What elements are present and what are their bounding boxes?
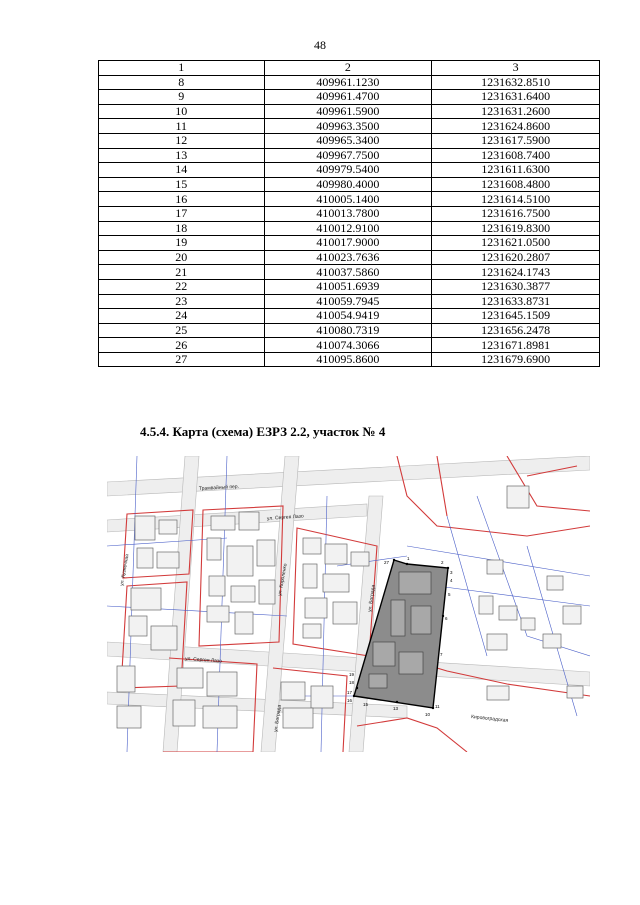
x-coordinate-cell: 410074.3066 (264, 338, 432, 353)
y-coordinate-cell: 1231631.2600 (432, 104, 600, 119)
point-label: 7 (440, 652, 443, 657)
point-number-cell: 18 (99, 221, 265, 236)
point-number-cell: 27 (99, 352, 265, 367)
y-coordinate-cell: 1231632.8510 (432, 75, 600, 90)
table-row (99, 206, 600, 221)
point-label: 17 (347, 690, 353, 695)
point-number-cell: 17 (99, 206, 265, 221)
table-row (99, 119, 600, 134)
point-number-cell: 21 (99, 265, 265, 280)
x-coordinate-cell: 410080.7319 (264, 323, 432, 338)
street-label: Кировоградская (470, 714, 509, 724)
y-coordinate-cell: 1231617.5900 (432, 133, 600, 148)
x-coordinate-cell: 409980.4000 (264, 177, 432, 192)
table-row (99, 265, 600, 280)
point-number-cell: 16 (99, 192, 265, 207)
y-coordinate-cell: 1231631.6400 (432, 90, 600, 105)
table-row (99, 75, 600, 90)
x-coordinate-cell: 409967.7500 (264, 148, 432, 163)
x-coordinate-cell: 409961.1230 (264, 75, 432, 90)
point-label: 6 (445, 616, 448, 621)
x-coordinate-cell: 410013.7800 (264, 206, 432, 221)
y-coordinate-cell: 1231624.1743 (432, 265, 600, 280)
y-coordinate-cell: 1231616.7500 (432, 206, 600, 221)
table-row (99, 133, 600, 148)
x-coordinate-cell: 409961.5900 (264, 104, 432, 119)
point-number-cell: 25 (99, 323, 265, 338)
x-coordinate-cell: 410054.9419 (264, 309, 432, 324)
point-number-cell: 9 (99, 90, 265, 105)
coordinates-table (98, 60, 600, 367)
point-number-cell: 11 (99, 119, 265, 134)
table-row (99, 236, 600, 251)
point-label: 3 (450, 570, 453, 575)
x-coordinate-cell: 410023.7636 (264, 250, 432, 265)
column-header: 2 (264, 61, 432, 76)
x-coordinate-cell: 410095.8600 (264, 352, 432, 367)
street-label: ул. Короленко (277, 563, 289, 597)
point-number-cell: 14 (99, 163, 265, 178)
point-label: 10 (425, 712, 431, 717)
table-row (99, 148, 600, 163)
x-coordinate-cell: 410012.9100 (264, 221, 432, 236)
map-canvas (107, 456, 590, 752)
x-coordinate-cell: 409979.5400 (264, 163, 432, 178)
point-label: 1 (407, 556, 410, 561)
y-coordinate-cell: 1231608.7400 (432, 148, 600, 163)
point-number-cell: 26 (99, 338, 265, 353)
table-row (99, 192, 600, 207)
street-label: Трамвайный пер. (198, 483, 240, 492)
point-number-cell: 12 (99, 133, 265, 148)
point-label: 16 (347, 698, 353, 703)
y-coordinate-cell: 1231645.1509 (432, 309, 600, 324)
y-coordinate-cell: 1231633.8731 (432, 294, 600, 309)
point-number-cell: 22 (99, 279, 265, 294)
section-heading: 4.5.4. Карта (схема) ЕЗРЗ 2.2, участок № 4 (140, 424, 386, 439)
y-coordinate-cell: 1231608.4800 (432, 177, 600, 192)
column-header: 3 (432, 61, 600, 76)
y-coordinate-cell: 1231614.5100 (432, 192, 600, 207)
point-number-cell: 24 (99, 309, 265, 324)
x-coordinate-cell: 410017.9000 (264, 236, 432, 251)
x-coordinate-cell: 409961.4700 (264, 90, 432, 105)
page-number: 48 (314, 38, 326, 52)
table-row (99, 294, 600, 309)
table-row (99, 309, 600, 324)
table-row (99, 338, 600, 353)
point-label: 15 (363, 702, 369, 707)
point-number-cell: 23 (99, 294, 265, 309)
street-label: ул. Кузнечная (119, 553, 131, 587)
y-coordinate-cell: 1231671.8981 (432, 338, 600, 353)
zone-map (107, 456, 590, 752)
x-coordinate-cell: 410051.6939 (264, 279, 432, 294)
point-label: 5 (448, 592, 451, 597)
table-row (99, 323, 600, 338)
y-coordinate-cell: 1231620.2807 (432, 250, 600, 265)
table-header-row (99, 61, 600, 76)
table-row (99, 250, 600, 265)
y-coordinate-cell: 1231679.6900 (432, 352, 600, 367)
table-row (99, 104, 600, 119)
table-row (99, 352, 600, 367)
x-coordinate-cell: 409965.3400 (264, 133, 432, 148)
street-label: ул. Бограда (367, 584, 377, 613)
y-coordinate-cell: 1231611.6300 (432, 163, 600, 178)
y-coordinate-cell: 1231619.8300 (432, 221, 600, 236)
y-coordinate-cell: 1231656.2478 (432, 323, 600, 338)
table-row (99, 163, 600, 178)
street-label: ул. Сергея Лазо (266, 513, 304, 522)
street-label: ул. Сергея Лазо (184, 656, 223, 665)
point-label: 11 (435, 704, 440, 709)
x-coordinate-cell: 410059.7945 (264, 294, 432, 309)
column-header: 1 (99, 61, 265, 76)
point-number-cell: 13 (99, 148, 265, 163)
point-label: 2 (441, 560, 444, 565)
x-coordinate-cell: 410005.1400 (264, 192, 432, 207)
x-coordinate-cell: 410037.5860 (264, 265, 432, 280)
x-coordinate-cell: 409963.3500 (264, 119, 432, 134)
table-row (99, 90, 600, 105)
point-number-cell: 10 (99, 104, 265, 119)
point-number-cell: 8 (99, 75, 265, 90)
y-coordinate-cell: 1231630.3877 (432, 279, 600, 294)
y-coordinate-cell: 1231624.8600 (432, 119, 600, 134)
point-number-cell: 19 (99, 236, 265, 251)
point-label: 27 (384, 560, 390, 565)
point-number-cell: 15 (99, 177, 265, 192)
table-row (99, 177, 600, 192)
point-number-cell: 20 (99, 250, 265, 265)
street-label: ул. Бограда (273, 704, 283, 733)
point-label: 19 (349, 672, 355, 677)
table-row (99, 221, 600, 236)
table-row (99, 279, 600, 294)
point-label: 4 (450, 578, 453, 583)
y-coordinate-cell: 1231621.0500 (432, 236, 600, 251)
point-label: 13 (393, 706, 399, 711)
point-label: 18 (349, 680, 355, 685)
